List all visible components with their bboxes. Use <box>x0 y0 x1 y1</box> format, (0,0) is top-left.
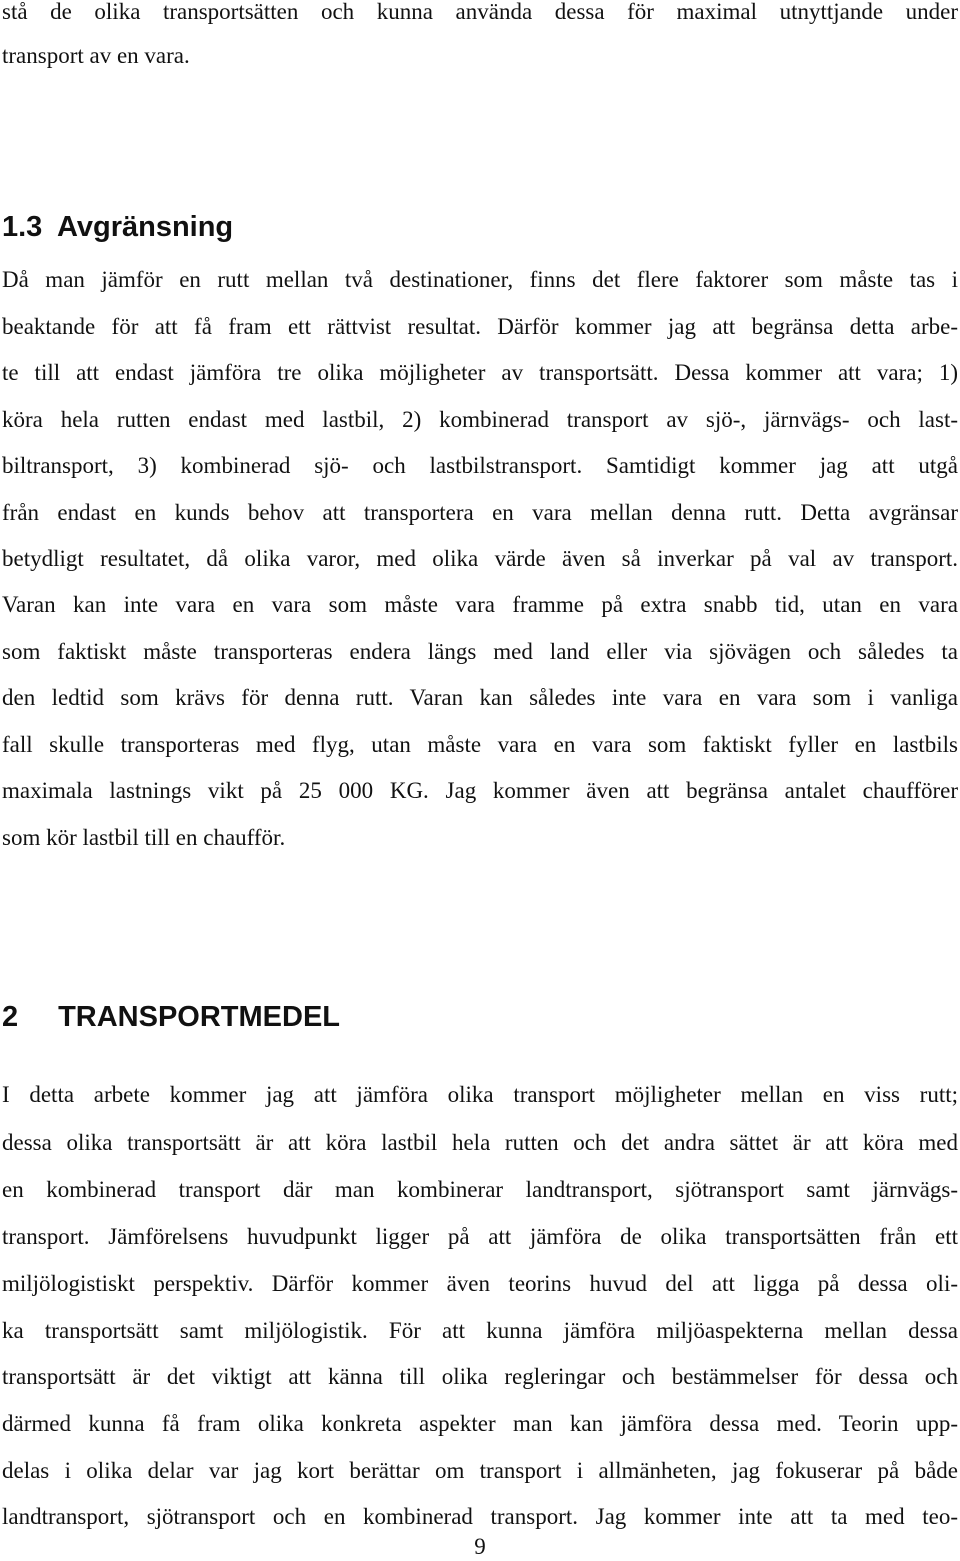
body-text-line: som faktiskt måste transporteras endera längs med land eller via sjövägen och således ta <box>2 639 958 664</box>
body-text-line: som kör lastbil till en chaufför. <box>2 825 286 850</box>
page-number: 9 <box>474 1534 486 1559</box>
body-text-line: från endast en kunds behov att transportera en vara mellan denna rutt. Detta avgränsar <box>2 500 958 525</box>
body-text-line: I detta arbete kommer jag att jämföra olika transport möjligheter mellan en viss rutt; <box>2 1082 958 1107</box>
body-text-line: transportsätt är det viktigt att känna till olika regleringar och bestämmelser för dessa och <box>2 1364 958 1389</box>
body-text-line: te till att endast jämföra tre olika möjligheter av transportsätt. Dessa kommer att vara; 1) <box>2 360 958 385</box>
body-text-line: transport. Jämförelsens huvudpunkt ligger på att jämföra de olika transportsätten från ett <box>2 1224 958 1249</box>
body-text-line: därmed kunna få fram olika konkreta aspekter man kan jämföra dessa med. Teorin upp- <box>2 1411 958 1436</box>
body-text-line: Då man jämför en rutt mellan två destinationer, finns det flere faktorer som måste tas i <box>2 267 958 292</box>
body-text-line: ka transportsätt samt miljölogistik. För att kunna jämföra miljöaspekterna mellan dessa <box>2 1318 958 1343</box>
body-text-line: den ledtid som krävs för denna rutt. Varan kan således inte vara en vara som i vanliga <box>2 685 958 710</box>
body-text-line: köra hela rutten endast med lastbil, 2) kombinerad transport av sjö-, järnvägs- och last- <box>2 407 958 432</box>
section-title: Avgränsning <box>56 211 234 243</box>
body-text-line: en kombinerad transport där man kombinerar landtransport, sjötransport samt järnvägs- <box>2 1177 958 1202</box>
body-text-line: dessa olika transportsätt är att köra lastbil hela rutten och det andra sättet är att köra med <box>2 1130 958 1155</box>
body-text-line: miljölogistiskt perspektiv. Därför kommer även teorins huvud del att ligga på dessa oli- <box>2 1271 958 1296</box>
body-text-line: landtransport, sjötransport och en kombinerad transport. Jag kommer inte att ta med teo- <box>2 1504 958 1529</box>
body-text-line: betydligt resultatet, då olika varor, med olika värde även så inverkar på val av transport. <box>2 546 958 571</box>
section-heading-1-3 <box>2 209 233 245</box>
body-text-line: fall skulle transporteras med flyg, utan måste vara en vara som faktiskt fyller en lastbils <box>2 732 958 757</box>
body-text-line: Varan kan inte vara en vara som måste vara framme på extra snabb tid, utan en vara <box>2 592 958 617</box>
body-text-line: delas i olika delar var jag kort berättar om transport i allmänheten, jag fokuserar på både <box>2 1458 958 1483</box>
body-text-line: stå de olika transportsätten och kunna använda dessa för maximal utnyttjande under <box>2 0 958 24</box>
section-number: 2 <box>2 1001 19 1033</box>
section-number: 1.3 <box>2 211 43 243</box>
body-text-line: beaktande för att få fram ett rättvist resultat. Därför kommer jag att begränsa detta arbe- <box>2 314 958 339</box>
body-text-line: transport av en vara. <box>2 43 190 68</box>
section-heading-2 <box>2 999 340 1035</box>
body-text-line: maximala lastnings vikt på 25 000 KG. Jag kommer även att begränsa antalet chaufförer <box>2 778 958 803</box>
body-text-line: biltransport, 3) kombinerad sjö- och lastbilstransport. Samtidigt kommer jag att utgå <box>2 453 958 478</box>
section-title: TRANSPORTMEDEL <box>58 1001 341 1033</box>
